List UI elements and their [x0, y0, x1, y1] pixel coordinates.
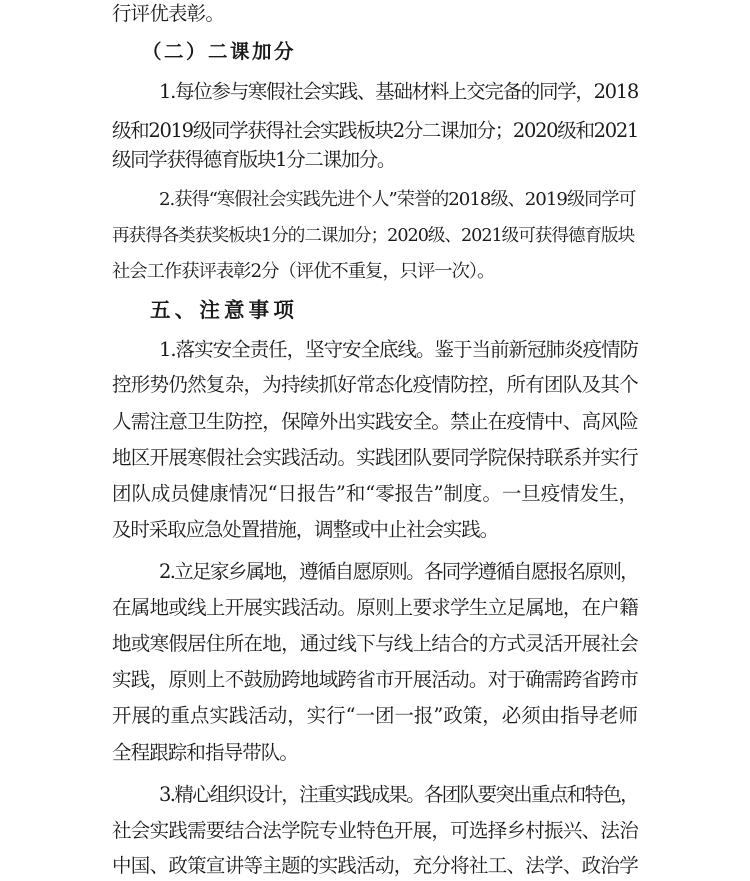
paragraph-line: 在属地或线上开展实践活动。原则上要求学生立足属地，在户籍 [112, 596, 638, 619]
paragraph-line: 2.立足家乡属地，遵循自愿原则。各同学遵循自愿报名原则， [159, 560, 638, 583]
paragraph-line: 1.落实安全责任，坚守安全底线。鉴于当前新冠肺炎疫情防 [159, 338, 638, 361]
section-heading-notes: 五、注意事项 [150, 298, 298, 322]
paragraph-line: 团队成员健康情况“日报告”和“零报告”制度。一旦疫情发生， [112, 482, 638, 505]
section-heading-bonus-credits: （二）二课加分 [142, 40, 296, 63]
top-line: 行评优表彰。 [112, 2, 224, 25]
paragraph-line: 中国、政策宣讲等主题的实践活动，充分将社工、法学、政治学 [112, 854, 638, 877]
paragraph-line: 实践，原则上不鼓励跨地域跨省市开展活动。对于确需跨省跨市 [112, 668, 638, 691]
paragraph-line: 2.获得“寒假社会实践先进个人”荣誉的2018级、2019级同学可 [159, 189, 636, 210]
paragraph-line: 社会工作获评表彰2分（评优不重复，只评一次）。 [112, 261, 495, 282]
paragraph-line: 级同学获得德育版块1分二课加分。 [112, 148, 395, 171]
paragraph-line: 控形势仍然复杂，为持续抓好常态化疫情防控，所有团队及其个 [112, 373, 638, 396]
paragraph-line: 再获得各类获奖板块1分的二课加分；2020级、2021级可获得德育版块 [112, 226, 635, 246]
paragraph-line: 地或寒假居住所在地，通过线下与线上结合的方式灵活开展社会 [112, 632, 638, 655]
paragraph-line: 1.每位参与寒假社会实践、基础材料上交完备的同学，2018 [159, 80, 638, 103]
paragraph-line: 开展的重点实践活动，实行“一团一报”政策，必须由指导老师 [112, 704, 638, 727]
paragraph-line: 级和2019级同学获得社会实践板块2分二课加分；2020级和2021 [112, 119, 638, 142]
paragraph-line: 人需注意卫生防控，保障外出实践安全。禁止在疫情中、高风险 [112, 410, 638, 433]
paragraph-line: 及时采取应急处置措施，调整或中止社会实践。 [112, 518, 498, 541]
paragraph-line: 地区开展寒假社会实践活动。实践团队要同学院保持联系并实行 [112, 446, 638, 469]
paragraph-line: 社会实践需要结合法学院专业特色开展，可选择乡村振兴、法治 [112, 819, 638, 842]
paragraph-line: 全程跟踪和指导带队。 [112, 741, 298, 764]
paragraph-line: 3.精心组织设计，注重实践成果。各团队要突出重点和特色， [159, 783, 638, 806]
